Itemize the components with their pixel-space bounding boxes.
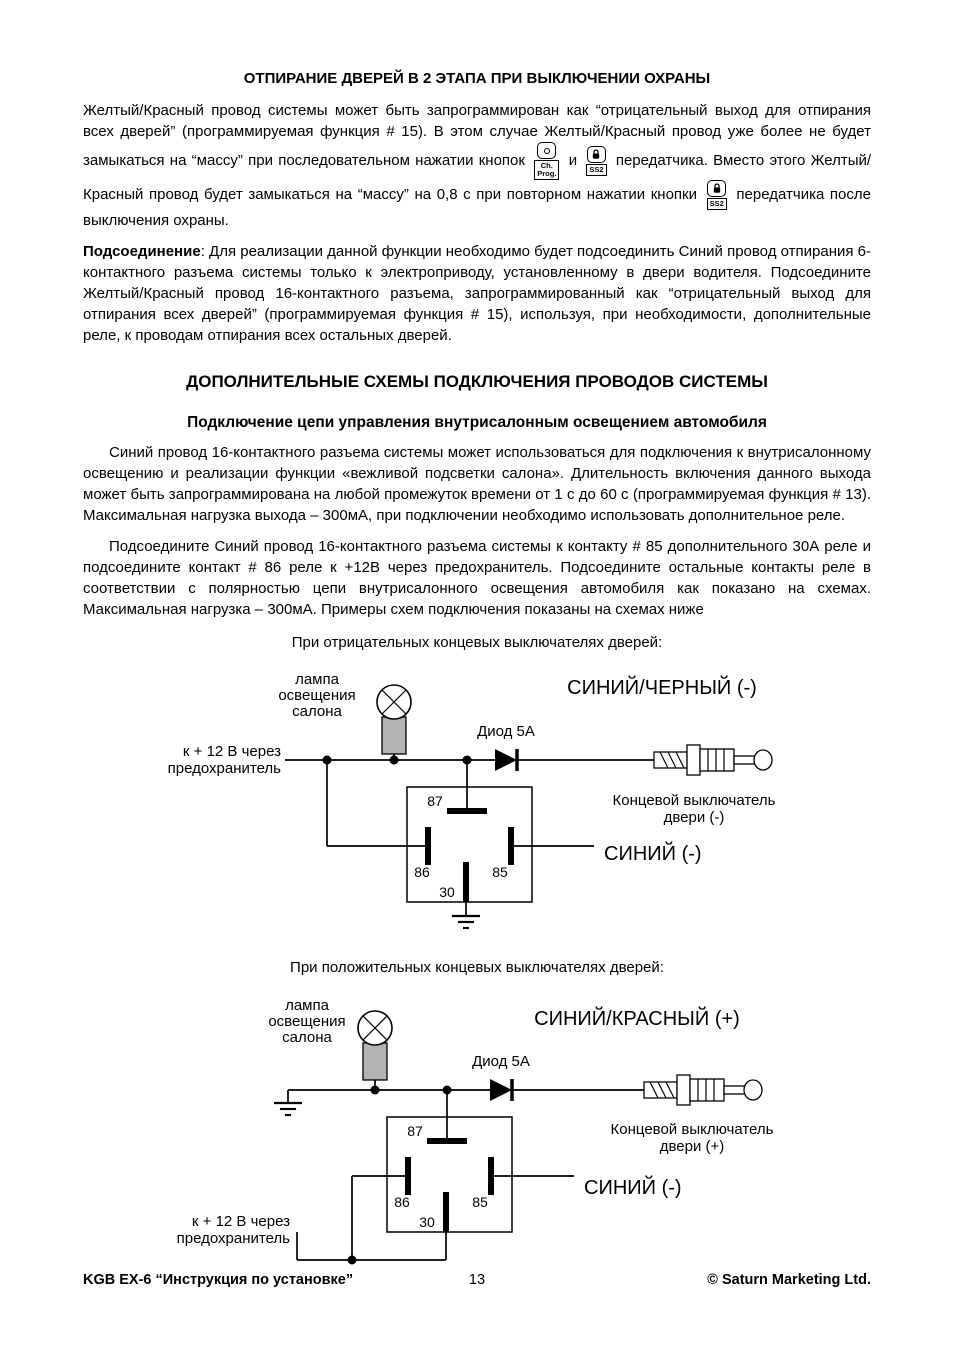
junction-dot [323,756,332,765]
wires [285,753,654,916]
page-footer [83,1272,871,1288]
door-switch-label-line2: двери (+) [659,1138,725,1155]
relay-pin-87-label: 87 [407,1123,423,1139]
supply-label-line2: предохранитель [176,1230,290,1247]
para-text-segment: передатчика. Вместо этого Желтый/Красный провод будет замыкаться на “массу” на 0,8 с при повторном нажатии кнопки [83,151,872,203]
footer-copyright: © Saturn Marketing Ltd. [707,1272,871,1288]
lock-icon [591,149,601,160]
button-label [534,160,559,180]
para-text-segment: и [568,151,578,169]
chprog-transmitter-button-icon [534,142,559,180]
button-label-line: Prog. [537,169,557,178]
junction-dot [348,1256,357,1265]
diagram-negative-door-switches [157,657,797,945]
button-label-line: Ch. [540,161,553,170]
paragraph-unlock-connection [83,241,871,346]
relay-symbol [387,1117,512,1232]
button-face-icon [587,146,606,163]
relay-pin-30-label: 30 [419,1214,435,1230]
paragraph-schemes-1: Синий провод 16-контактного разъема системы может использоваться для подключения к внутрисалонному освещению и реализации функции «вежливой подсветки салона». Длительность включения данного выхода может быть запрограммирована на любой промежуток времени от 1 с до 60 с (программируемая функция # 13). Максимальная нагрузка выхода – 300мА, при подключении необходимо использовать дополнительное реле. [83,444,871,524]
relay-symbol [407,787,532,902]
subsection-heading-interior-light: Подключение цепи управления внутрисалонным освещением автомобиля [187,414,767,431]
wire-label-blue-red: СИНИЙ/КРАСНЫЙ (+) [534,1008,740,1030]
wire-label-blue: СИНИЙ (-) [584,1177,682,1199]
wire-label-blue-black: СИНИЙ/ЧЕРНЫЙ (-) [567,677,757,699]
wire-label-blue: СИНИЙ (-) [604,843,702,865]
diode-symbol [495,749,517,771]
diode-label: Диод 5А [477,723,535,740]
button-label: SS2 [586,164,606,176]
relay-pin-87-label: 87 [427,793,443,809]
ground-symbol [452,916,480,928]
button-dot-icon [544,148,550,154]
relay-pin-86-label: 86 [414,864,430,880]
lamp-label-line1: лампа [285,997,329,1014]
paragraph-lead: Подсоединение [83,243,201,260]
lamp-label-line3: салона [282,1029,332,1046]
relay-pin-30-label: 30 [439,884,455,900]
button-face-icon [537,142,556,159]
lamp-label-line1: лампа [295,671,339,688]
ss2-transmitter-button-icon [707,180,727,210]
door-switch-symbol [654,745,772,775]
para-text-segment: : Для реализации данной функции необходимо будет подсоединить Синий провод отпирания 6-контактного разъема системы только к электроприводу, установленному в двери водителя. Подсоедините Желтый/Красный провод 16-контактного разъема, запрограммированный как “отрицательный выход для отпирания всех дверей” (программируемая функция # 15), используя, при необходимости, дополнительные реле, к проводам отпирания всех остальных дверей. [83,243,871,344]
ss2-transmitter-button-icon [586,146,606,176]
door-switch-label-line1: Концевой выключатель [610,1121,774,1138]
footer-page-number: 13 [468,1272,486,1288]
relay-pin-85-label: 85 [492,864,508,880]
relay-pin-85-label: 85 [472,1194,488,1210]
diode-label: Диод 5А [472,1053,530,1070]
door-switch-label-line1: Концевой выключатель [612,792,776,809]
supply-label-line2: предохранитель [167,760,281,777]
lamp-label-line3: салона [292,703,342,720]
section-heading-unlock: ОТПИРАНИЕ ДВЕРЕЙ В 2 ЭТАПА ПРИ ВЫКЛЮЧЕНИИ ОХРАНЫ [243,70,711,87]
lock-icon [712,183,722,194]
diode-symbol [490,1079,512,1101]
junction-dot [463,756,472,765]
para-text-segment: передатчика после выключения охраны. [83,185,871,229]
diagram-positive-caption: При положительных концевых выключателях дверей: [290,959,664,976]
para-text-segment: Желтый/Красный провод системы может быть запрограммирован как “отрицательный выход для отпирания всех дверей” (программируемая функция # 15). В этом случае Желтый/Красный провод уже более не будет замыкаться на “массу” при последовательном нажатии кнопок [83,102,871,169]
door-switch-label-line2: двери (-) [663,809,725,826]
button-label: SS2 [707,198,727,210]
supply-label-line1: к + 12 В через [182,743,281,760]
button-face-icon [707,180,726,197]
lamp-label-line2: освещения [278,687,356,704]
paragraph-schemes-2: Подсоедините Синий провод 16-контактного разъема системы к контакту # 85 дополнительного 30А реле и подсоедините контакт # 86 реле к +12В через предохранитель. Подсоедините остальные контакты реле в соответствии с полярностью цепи внутрисалонного освещения автомобиля как показано на схемах. Максимальная нагрузка – 300мА. Примеры схем подключения показаны на схемах ниже [83,538,871,618]
lamp-label-line2: освещения [268,1013,346,1030]
diagram-negative-caption: При отрицательных концевых выключателях дверей: [291,634,663,651]
junction-dot [443,1086,452,1095]
relay-pin-86-label: 86 [394,1194,410,1210]
diagram-positive-door-switches [157,982,797,1278]
interior-lamp-symbol [358,1011,392,1080]
interior-lamp-symbol [377,685,411,754]
section-heading-schemes: ДОПОЛНИТЕЛЬНЫЕ СХЕМЫ ПОДКЛЮЧЕНИЯ ПРОВОДОВ СИСТЕМЫ [186,372,768,391]
door-switch-symbol [644,1075,762,1105]
junction-dot [371,1086,380,1095]
wires [288,1080,644,1260]
paragraph-unlock-1 [83,100,871,231]
ground-symbol [274,1103,302,1115]
footer-document-title: KGB EX-6 “Инструкция по установке” [83,1272,354,1288]
supply-label-line1: к + 12 В через [191,1213,290,1230]
junction-dot [390,756,399,765]
